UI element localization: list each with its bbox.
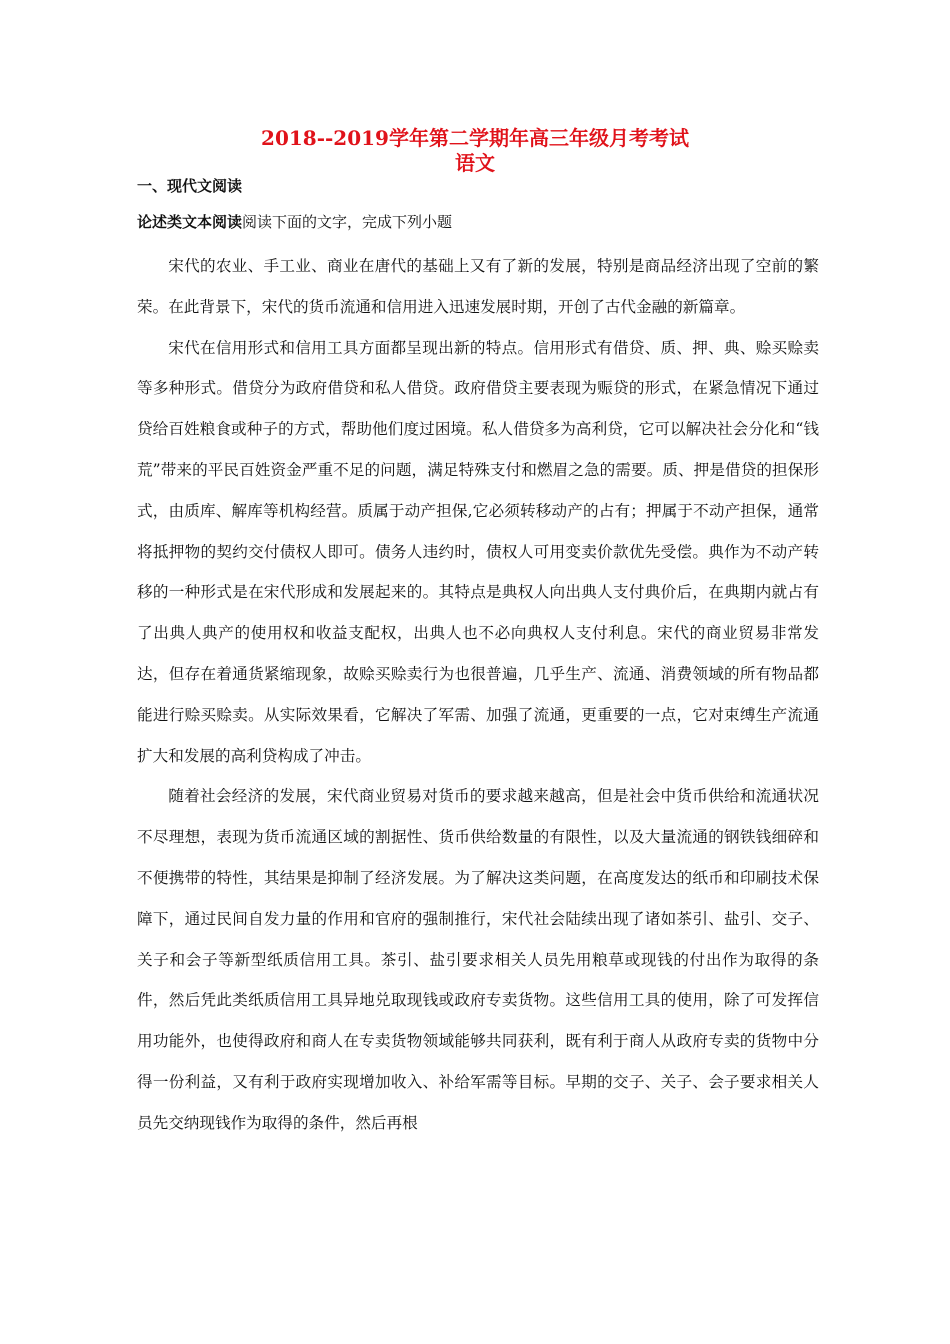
section-heading: 一、现代文阅读 <box>137 177 243 195</box>
instruction-text: 阅读下面的文字，完成下列小题 <box>242 213 453 231</box>
reading-passage <box>137 246 819 1144</box>
question-type-label: 论述类文本阅读 <box>137 213 243 231</box>
subject-title: 语文 <box>455 151 495 175</box>
exam-title: 2018--2019学年第二学期年高三年级月考考试 <box>261 126 689 150</box>
passage-paragraph-3: 随着社会经济的发展，宋代商业贸易对货币的要求越来越高，但是社会中货币供给和流通状况不尽理想，表现为货币流通区域的割据性、货币供给数量的有限性，以及大量流通的钢铁钱细碎和不便携带的特性，其结果是抑制了经济发展。为了解决这类问题，在高度发达的纸币和印刷技术保障下，通过民间自发力量的作用和官府的强制推行，宋代社会陆续出现了诸如茶引、盐引、交子、关子和会子等新型纸质信用工具。茶引、盐引要求相关人员先用粮草或现钱的付出作为取得的条件，然后凭此类纸质信用工具异地兑取现钱或政府专卖货物。这些信用工具的使用，除了可发挥信用功能外，也使得政府和商人在专卖货物领域能够共同获利，既有利于商人从政府专卖的货物中分得一份利益，又有利于政府实现增加收入、补给军需等目标。早期的交子、关子、会子要求相关人员先交纳现钱作为取得的条件，然后再根 <box>137 787 819 1132</box>
passage-paragraph-1: 宋代的农业、手工业、商业在唐代的基础上又有了新的发展，特别是商品经济出现了空前的繁荣。在此背景下，宋代的货币流通和信用进入迅速发展时期，开创了古代金融的新篇章。 <box>137 257 819 316</box>
question-instruction <box>137 212 452 232</box>
passage-paragraph-2: 宋代在信用形式和信用工具方面都呈现出新的特点。信用形式有借贷、质、押、典、赊买赊卖等多种形式。借贷分为政府借贷和私人借贷。政府借贷主要表现为赈贷的形式，在紧急情况下通过贷给百姓粮食或种子的方式，帮助他们度过困境。私人借贷多为高利贷，它可以解决社会分化和“钱荒”带来的平民百姓资金严重不足的问题，满足特殊支付和燃眉之急的需要。质、押是借贷的担保形式，由质库、解库等机构经营。质属于动产担保,它必须转移动产的占有；押属于不动产担保，通常将抵押物的契约交付债权人即可。债务人违约时，债权人可用变卖价款优先受偿。典作为不动产转移的一种形式是在宋代形成和发展起来的。其特点是典权人向出典人支付典价后，在典期内就占有了出典人典产的使用权和收益支配权，出典人也不必向典权人支付利息。宋代的商业贸易非常发达，但存在着通货紧缩现象，故赊买赊卖行为也很普遍，几乎生产、流通、消费领域的所有物品都能进行赊买赊卖。从实际效果看，它解决了军需、加强了流通，更重要的一点，它对束缚生产流通扩大和发展的高利贷构成了冲击。 <box>137 338 819 765</box>
